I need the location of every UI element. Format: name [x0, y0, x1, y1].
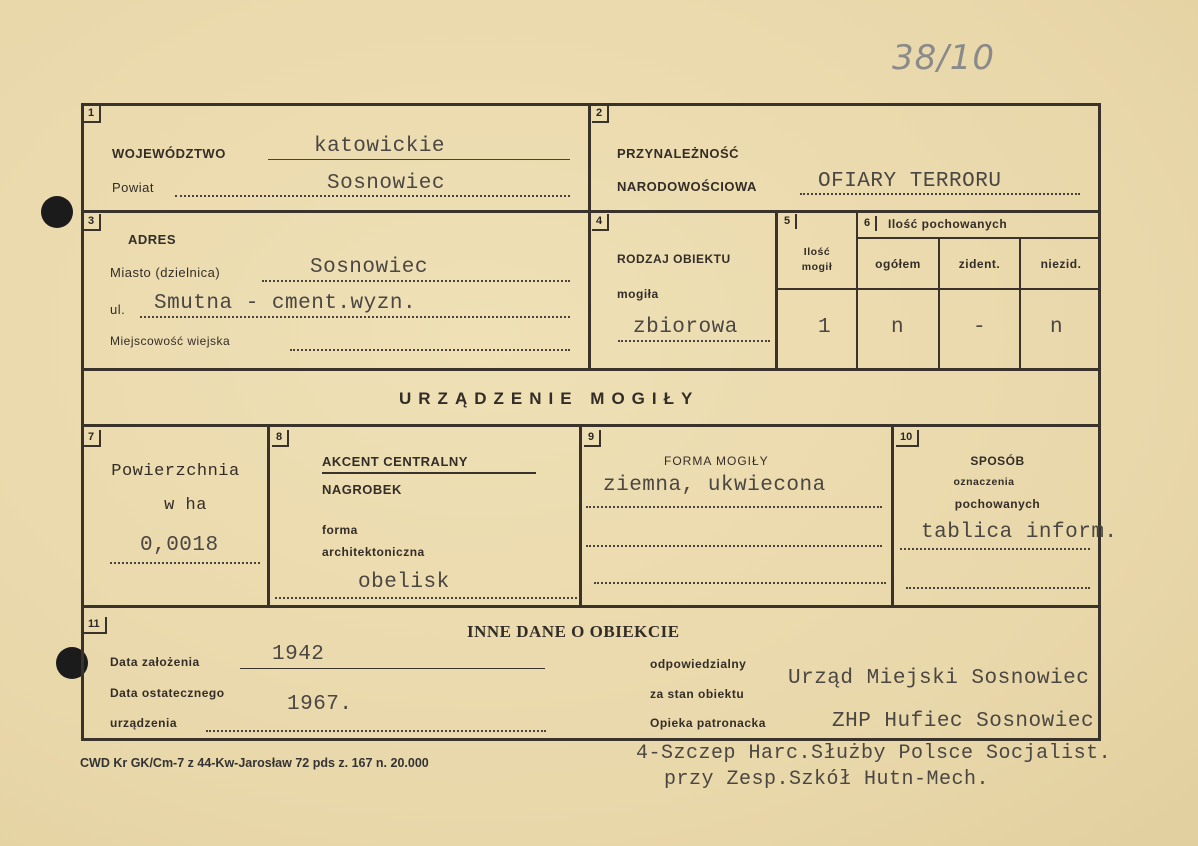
data-ostatecznego-label-1: Data ostatecznego: [110, 686, 225, 700]
box-number: 4: [592, 214, 609, 231]
akcent-label-2: NAGROBEK: [322, 482, 402, 497]
adres-label: ADRES: [128, 232, 177, 247]
ilosc-mogil-label-2: mogił: [801, 261, 833, 273]
grid-line: [81, 210, 1101, 213]
nationality-label-2: NARODOWOŚCIOWA: [617, 179, 757, 194]
box-number: 6: [860, 216, 877, 231]
forma-label-1: forma: [322, 523, 358, 537]
fill-line: [594, 582, 886, 584]
data-ostatecznego-label-2: urządzenia: [110, 716, 178, 730]
odpowiedzialny-label-1: odpowiedzialny: [650, 657, 747, 671]
grid-line: [81, 424, 1101, 427]
fill-line: [800, 193, 1080, 195]
box-number: 3: [84, 214, 101, 231]
grid-line: [856, 237, 1101, 239]
nationality-value: OFIARY TERRORU: [818, 170, 1002, 193]
grid-line: [579, 424, 582, 605]
ulica-value: Smutna - cment.wyzn.: [154, 292, 417, 315]
rodzaj-obiektu-value: zbiorowa: [633, 316, 738, 339]
fill-line: [110, 562, 260, 564]
fill-line: [290, 349, 570, 351]
ilosc-mogil-label-1: Ilość: [803, 246, 831, 258]
box-number: 7: [84, 430, 101, 447]
col-zident-label: zident.: [958, 257, 1001, 271]
opieka-label: Opieka patronacka: [650, 716, 766, 730]
miasto-label: Miasto (dzielnica): [110, 265, 221, 280]
miasto-value: Sosnowiec: [310, 256, 428, 279]
sposob-label-3: pochowanych: [954, 497, 1041, 511]
forma-mogily-label: FORMA MOGIŁY: [664, 454, 769, 468]
powierzchnia-label-1: Powierzchnia: [111, 462, 240, 481]
fill-line: [240, 668, 545, 669]
fill-line: [586, 545, 882, 547]
col-ogolem-label: ogółem: [875, 257, 921, 271]
forma-label-2: architektoniczna: [322, 545, 425, 559]
mogila-label: mogiła: [617, 287, 659, 301]
powiat-value: Sosnowiec: [327, 172, 445, 195]
box-number: 5: [780, 214, 797, 229]
grid-line: [856, 212, 858, 368]
box-number: 11: [84, 617, 107, 634]
fill-line: [618, 340, 770, 342]
grid-line: [81, 605, 1101, 608]
nationality-label-1: PRZYNALEŻNOŚĆ: [617, 146, 740, 161]
fill-line: [268, 159, 570, 160]
ulica-label: ul.: [110, 302, 126, 317]
sposob-value: tablica inform.: [921, 521, 1118, 544]
sposob-label-2: oznaczenia: [953, 476, 1015, 488]
odpowiedzialny-label-2: za stan obiektu: [650, 687, 745, 701]
niezid-value: n: [1050, 316, 1064, 339]
grid-line: [81, 368, 1101, 371]
box-number: 2: [592, 106, 609, 123]
ilosc-pochowanych-label: Ilość pochowanych: [888, 217, 1008, 231]
grid-line: [891, 424, 894, 605]
powiat-label: Powiat: [112, 180, 155, 195]
akcent-value: obelisk: [358, 571, 450, 594]
printer-footer: CWD Kr GK/Cm-7 z 44-Kw-Jarosław 72 pds z. 167 n. 20.000: [80, 756, 429, 770]
fill-line: [900, 548, 1090, 550]
data-zalozenia-label: Data założenia: [110, 655, 200, 669]
pencil-note: 38/10: [892, 38, 995, 78]
col-niezid-label: niezid.: [1040, 257, 1082, 271]
form-frame: [81, 103, 1101, 741]
fill-line: [906, 587, 1090, 589]
section-heading: URZĄDZENIE MOGIŁY: [399, 389, 700, 408]
opieka-extra-line-2: przy Zesp.Szkół Hutn-Mech.: [664, 768, 990, 791]
fill-line: [206, 730, 546, 732]
punch-hole-top: [41, 196, 73, 228]
forma-mogily-value: ziemna, ukwiecona: [603, 474, 826, 497]
odpowiedzialny-value: Urząd Miejski Sosnowiec: [788, 667, 1090, 690]
opieka-value: ZHP Hufiec Sosnowiec: [832, 710, 1095, 733]
opieka-extra-line-1: 4-Szczep Harc.Służby Polsce Socjalist.: [636, 742, 1112, 765]
ilosc-mogil-value: 1: [818, 316, 832, 339]
zident-value: -: [973, 316, 987, 339]
grid-line: [588, 103, 591, 368]
data-ostatecznego-value: 1967.: [287, 693, 353, 716]
fill-line: [175, 195, 570, 197]
miejscowosc-label: Miejscowość wiejska: [110, 334, 231, 348]
underline: [322, 472, 536, 474]
wojewodztwo-label: WOJEWÓDZTWO: [112, 146, 226, 161]
grid-line: [777, 288, 1101, 290]
box-number: 10: [896, 430, 919, 447]
box-number: 8: [272, 430, 289, 447]
akcent-label-1: AKCENT CENTRALNY: [322, 454, 468, 469]
inne-dane-heading: INNE DANE O OBIEKCIE: [467, 622, 680, 641]
fill-line: [586, 506, 882, 508]
box-number: 9: [584, 430, 601, 447]
rodzaj-obiektu-label: RODZAJ OBIEKTU: [617, 252, 731, 266]
fill-line: [140, 316, 570, 318]
powierzchnia-value: 0,0018: [140, 534, 219, 557]
ogolem-value: n: [891, 316, 905, 339]
data-zalozenia-value: 1942: [272, 643, 325, 666]
fill-line: [262, 280, 570, 282]
powierzchnia-label-2: w ha: [164, 496, 207, 515]
wojewodztwo-value: katowickie: [314, 135, 446, 158]
fill-line: [275, 597, 577, 599]
sposob-label-1: SPOSÓB: [970, 454, 1025, 468]
box-number: 1: [84, 106, 101, 123]
